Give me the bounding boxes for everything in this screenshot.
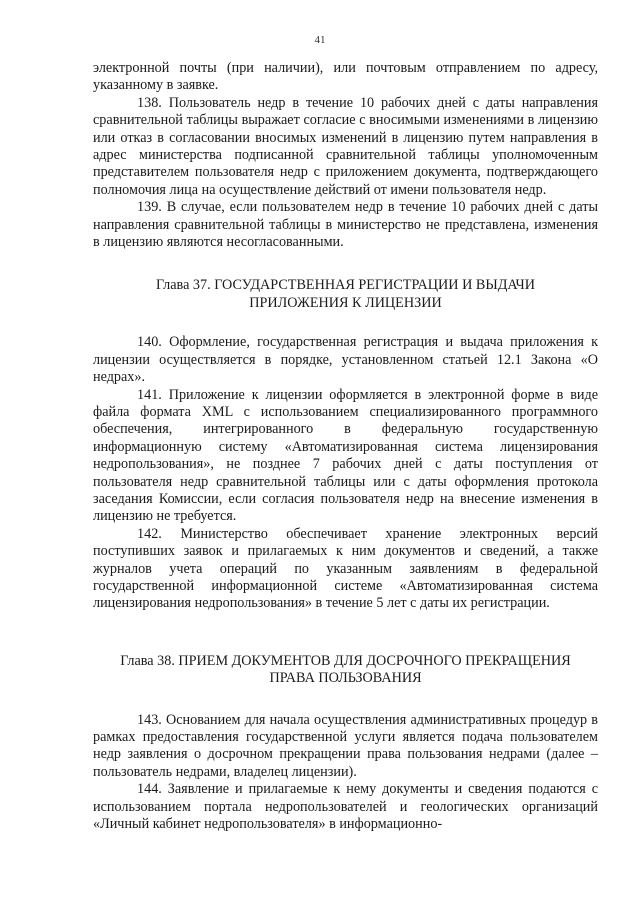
- chapter-38-heading: [93, 653, 598, 688]
- paragraph-143: 143. Основанием для начала осуществления административных процедур в рамках предоставления государственной услуги является подача пользователем недр заявления о досрочном прекращении права пользования недрами (далее – пользователь недрами, владелец лицензии).: [93, 711, 598, 780]
- paragraph-140: 140. Оформление, государственная регистрация и выдача приложения к лицензии осуществляется в порядке, установленном статьей 12.1 Закона «О недрах».: [93, 334, 598, 386]
- document-body: [93, 60, 598, 833]
- chapter-37-title-line1: Глава 37. ГОСУДАРСТВЕННАЯ РЕГИСТРАЦИИ И ВЫДАЧИ: [156, 277, 535, 294]
- chapter-37-heading: [93, 277, 598, 312]
- page-number: 41: [314, 34, 326, 46]
- chapter-38-title-line2: ПРАВА ПОЛЬЗОВАНИЯ: [269, 670, 422, 687]
- paragraph-continuation: электронной почты (при наличии), или почтовым отправлением по адресу, указанному в заявке.: [93, 60, 598, 94]
- paragraph-138: 138. Пользователь недр в течение 10 рабочих дней с даты направления сравнительной таблицы выражает согласие с вносимыми изменениями в лицензию или отказ в согласовании вносимых изменений в лицензию путем направления в адрес министерства подписанной сравнительной таблицы уполномоченным представителем пользователя недр с приложением документа, подтверждающего полномочия лица на осуществление действий от имени пользователя недр.: [93, 94, 598, 198]
- chapter-37-title-line2: ПРИЛОЖЕНИЯ К ЛИЦЕНЗИИ: [249, 294, 442, 311]
- paragraph-139: 139. В случае, если пользователем недр в течение 10 рабочих дней с даты направления сравнительной таблицы в министерство не представлена, изменения в лицензию являются несогласованными.: [93, 199, 598, 251]
- chapter-38-title-line1: Глава 38. ПРИЕМ ДОКУМЕНТОВ ДЛЯ ДОСРОЧНОГО ПРЕКРАЩЕНИЯ: [120, 652, 571, 669]
- paragraph-144: 144. Заявление и прилагаемые к нему документы и сведения подаются с использованием портала недропользователей и геологических организаций «Личный кабинет недропользователя» в информационно-: [93, 781, 598, 833]
- paragraph-141: 141. Приложение к лицензии оформляется в электронной форме в виде файла формата XML с использованием специализированного программного обеспечения, интегрированного в федеральную государственную информационную систему «Автоматизированная система лицензирования недропользования», не позднее 7 рабочих дней с даты поступления от пользователя недр сравнительной таблицы или с даты оформления протокола заседания Комиссии, если согласия пользователя недр на внесение изменения в лицензию не требуется.: [93, 386, 598, 525]
- paragraph-142: 142. Министерство обеспечивает хранение электронных версий поступивших заявок и прилагаемых к ним документов и сведений, а также журналов учета операций по указанным заявлениям в федеральной государственной информационной системе «Автоматизированная система лицензирования недропользования» в течение 5 лет с даты их регистрации.: [93, 525, 598, 612]
